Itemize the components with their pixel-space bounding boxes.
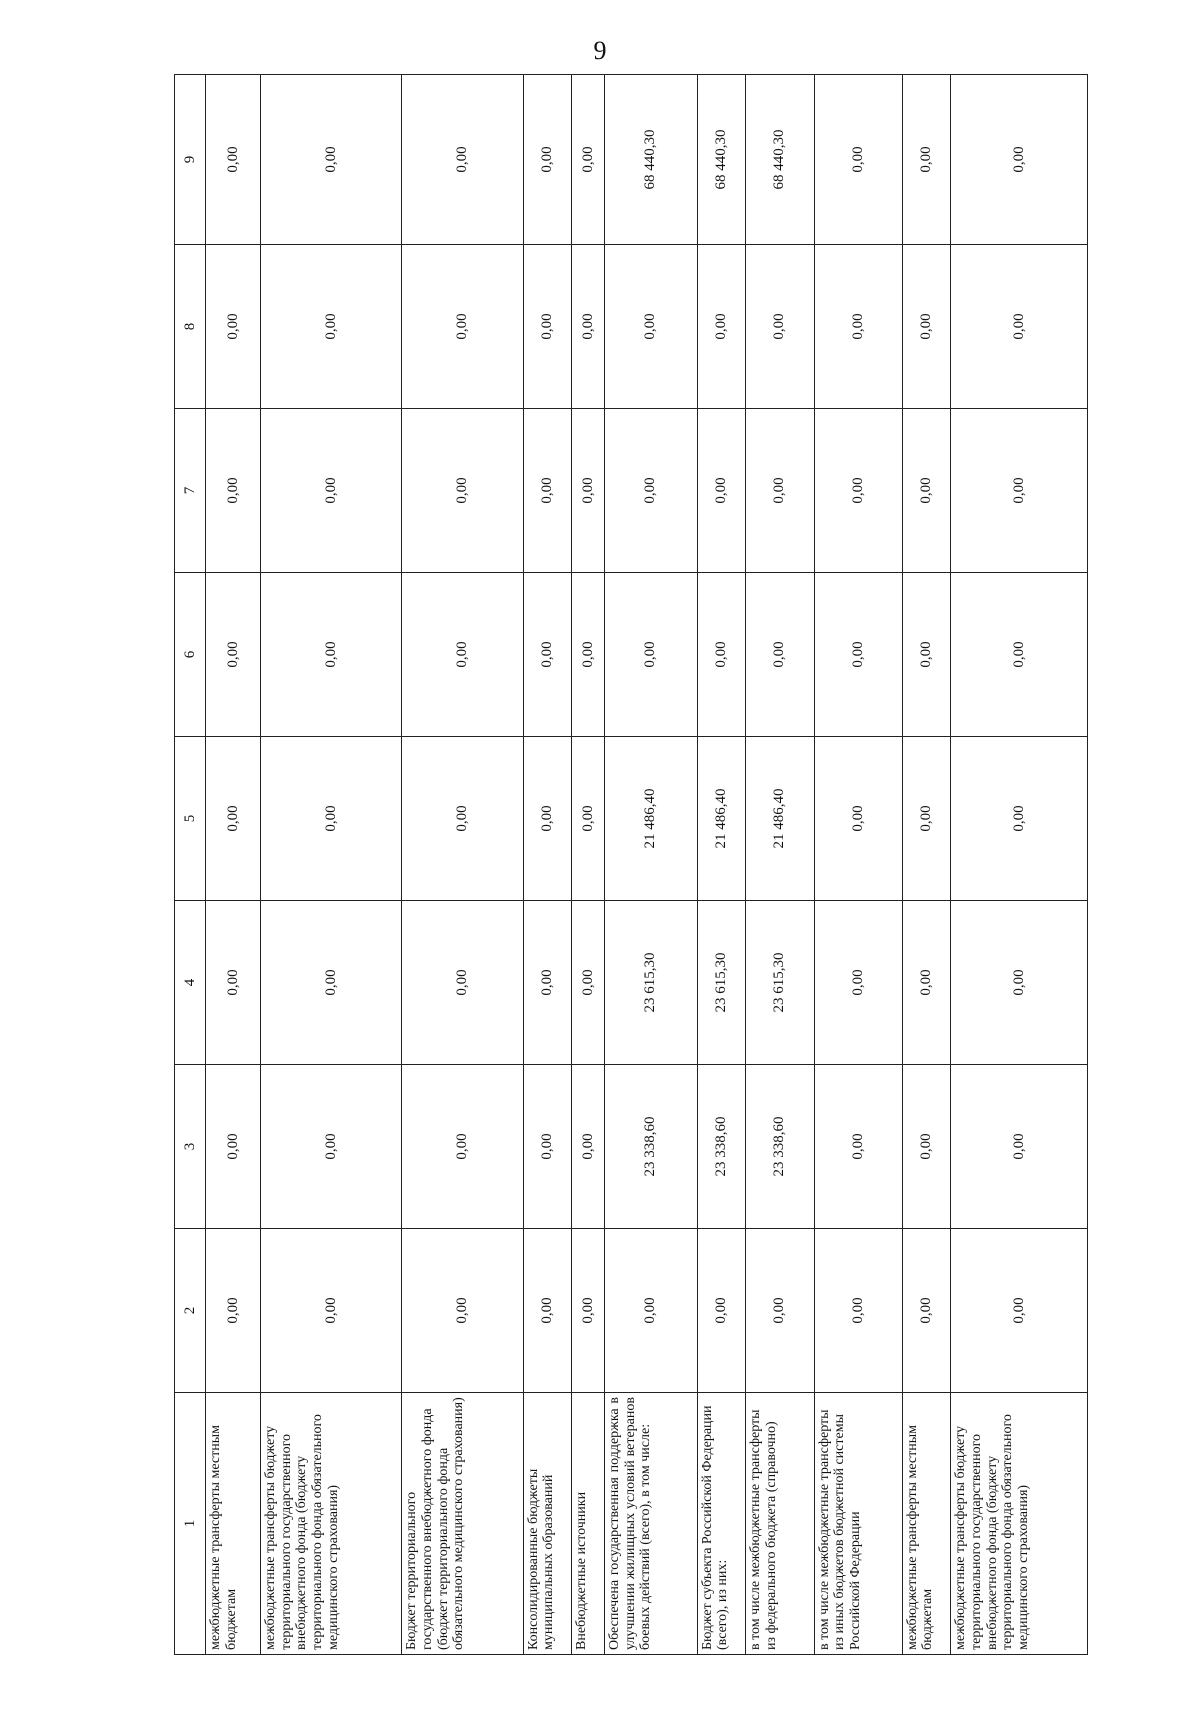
table-cell: 0,00 (261, 737, 402, 901)
row-label: Бюджет субъекта Российской Федерации (всего), из них: (697, 1393, 746, 1655)
table-cell: 0,00 (814, 409, 902, 573)
table-cell: 0,00 (951, 573, 1088, 737)
table-cell: 23 338,60 (605, 1065, 698, 1229)
table-cell: 0,00 (951, 245, 1088, 409)
table-cell: 23 615,30 (697, 901, 746, 1065)
table-cell: 0,00 (523, 573, 572, 737)
table-cell: 23 615,30 (605, 901, 698, 1065)
row-label: межбюджетные трансферты бюджету территориального государственного внебюджетного фонда (бюджету территориального фонда обязательного медицинского страхования) (261, 1393, 402, 1655)
table-cell: 0,00 (402, 573, 523, 737)
table-cell: 0,00 (605, 1229, 698, 1393)
column-header: 9 (175, 75, 206, 245)
table-cell: 0,00 (572, 75, 605, 245)
row-label: Внебюджетные источники (572, 1393, 605, 1655)
table-cell: 0,00 (523, 409, 572, 573)
table-cell: 0,00 (206, 75, 261, 245)
table-cell: 0,00 (951, 737, 1088, 901)
column-header: 2 (175, 1229, 206, 1393)
table-cell: 0,00 (206, 1065, 261, 1229)
table-cell: 0,00 (402, 1229, 523, 1393)
table-cell: 23 615,30 (746, 901, 814, 1065)
table-cell: 0,00 (814, 901, 902, 1065)
table-cell: 0,00 (746, 409, 814, 573)
row-label: межбюджетные трансферты местным бюджетам (206, 1393, 261, 1655)
table-cell: 0,00 (402, 245, 523, 409)
table-cell: 68 440,30 (697, 75, 746, 245)
table-cell: 0,00 (206, 737, 261, 901)
table-cell: 0,00 (261, 75, 402, 245)
table-cell: 0,00 (206, 1229, 261, 1393)
column-header: 3 (175, 1065, 206, 1229)
table-cell: 0,00 (261, 901, 402, 1065)
table-row (951, 75, 1088, 1655)
table-cell: 0,00 (951, 75, 1088, 245)
table-row (402, 75, 523, 1655)
header-row (175, 75, 206, 1655)
table-cell: 0,00 (523, 75, 572, 245)
table-row (697, 75, 746, 1655)
table-cell: 23 338,60 (746, 1065, 814, 1229)
table-cell: 0,00 (261, 1229, 402, 1393)
table-row (206, 75, 261, 1655)
table-cell: 0,00 (206, 573, 261, 737)
table-cell: 21 486,40 (697, 737, 746, 901)
table-cell: 0,00 (697, 573, 746, 737)
column-header: 8 (175, 245, 206, 409)
table-cell: 0,00 (572, 1065, 605, 1229)
table-cell: 0,00 (902, 901, 951, 1065)
column-header: 6 (175, 573, 206, 737)
column-header: 1 (175, 1393, 206, 1655)
table-cell: 0,00 (523, 1065, 572, 1229)
table-cell: 0,00 (902, 409, 951, 573)
table-cell: 21 486,40 (746, 737, 814, 901)
table-cell: 0,00 (902, 75, 951, 245)
table-cell: 0,00 (261, 409, 402, 573)
table-cell: 0,00 (746, 245, 814, 409)
page-number: 9 (593, 36, 607, 65)
table-row (814, 75, 902, 1655)
column-header: 5 (175, 737, 206, 901)
table-cell: 0,00 (902, 573, 951, 737)
table-row (605, 75, 698, 1655)
table-cell: 0,00 (951, 409, 1088, 573)
table-cell: 0,00 (402, 1065, 523, 1229)
table-cell: 0,00 (814, 245, 902, 409)
row-label: в том числе межбюджетные трансферты из иных бюджетов бюджетной системы Российской Федерации (814, 1393, 902, 1655)
table-cell: 0,00 (951, 901, 1088, 1065)
table-cell: 0,00 (261, 245, 402, 409)
table-cell: 0,00 (572, 245, 605, 409)
table-cell: 0,00 (572, 901, 605, 1065)
table-cell: 0,00 (572, 1229, 605, 1393)
table-cell: 0,00 (902, 1229, 951, 1393)
table-cell: 0,00 (523, 1229, 572, 1393)
row-label: в том числе межбюджетные трансферты из федерального бюджета (справочно) (746, 1393, 814, 1655)
table-cell: 0,00 (523, 901, 572, 1065)
table-cell: 0,00 (814, 1229, 902, 1393)
table-cell: 0,00 (902, 737, 951, 901)
row-label: Обеспечена государственная поддержка в улучшении жилищных условий ветеранов боевых действий (всего), в том числе: (605, 1393, 698, 1655)
table-cell: 0,00 (746, 573, 814, 737)
table-cell: 0,00 (814, 75, 902, 245)
table-cell: 0,00 (402, 75, 523, 245)
table-cell: 0,00 (951, 1229, 1088, 1393)
table-cell: 0,00 (902, 1065, 951, 1229)
table-cell: 0,00 (814, 1065, 902, 1229)
table-cell: 0,00 (605, 245, 698, 409)
row-label: межбюджетные трансферты местным бюджетам (902, 1393, 951, 1655)
table-cell: 0,00 (572, 409, 605, 573)
table-cell: 0,00 (902, 245, 951, 409)
row-label: Бюджет территориального государственного внебюджетного фонда (бюджет территориального фонда обязательного медицинского страхования) (402, 1393, 523, 1655)
table-cell: 0,00 (402, 901, 523, 1065)
table-cell: 0,00 (697, 1229, 746, 1393)
table-cell: 0,00 (402, 737, 523, 901)
table-cell: 0,00 (523, 245, 572, 409)
table-cell: 23 338,60 (697, 1065, 746, 1229)
table-container (174, 75, 1088, 1655)
row-label: межбюджетные трансферты бюджету территориального государственного внебюджетного фонда (бюджету территориального фонда обязательного медицинского страхования) (951, 1393, 1088, 1655)
table-cell: 0,00 (402, 409, 523, 573)
table-cell: 21 486,40 (605, 737, 698, 901)
table-cell: 0,00 (523, 737, 572, 901)
table-cell: 0,00 (605, 409, 698, 573)
table-cell: 68 440,30 (605, 75, 698, 245)
table-cell: 0,00 (206, 901, 261, 1065)
column-header: 7 (175, 409, 206, 573)
table-cell: 0,00 (206, 245, 261, 409)
table-row (746, 75, 814, 1655)
table-cell: 0,00 (814, 573, 902, 737)
table-row (902, 75, 951, 1655)
table-cell: 0,00 (206, 409, 261, 573)
table-cell: 0,00 (261, 573, 402, 737)
budget-table (174, 74, 1088, 1655)
table-cell: 0,00 (697, 245, 746, 409)
table-cell: 0,00 (261, 1065, 402, 1229)
table-row (572, 75, 605, 1655)
table-row (261, 75, 402, 1655)
table-cell: 0,00 (746, 1229, 814, 1393)
table-cell: 68 440,30 (746, 75, 814, 245)
table-cell: 0,00 (814, 737, 902, 901)
table-row (523, 75, 572, 1655)
table-cell: 0,00 (951, 1065, 1088, 1229)
table-cell: 0,00 (572, 737, 605, 901)
row-label: Консолидированные бюджеты муниципальных образований (523, 1393, 572, 1655)
table-cell: 0,00 (572, 573, 605, 737)
table-cell: 0,00 (697, 409, 746, 573)
table-cell: 0,00 (605, 573, 698, 737)
column-header: 4 (175, 901, 206, 1065)
